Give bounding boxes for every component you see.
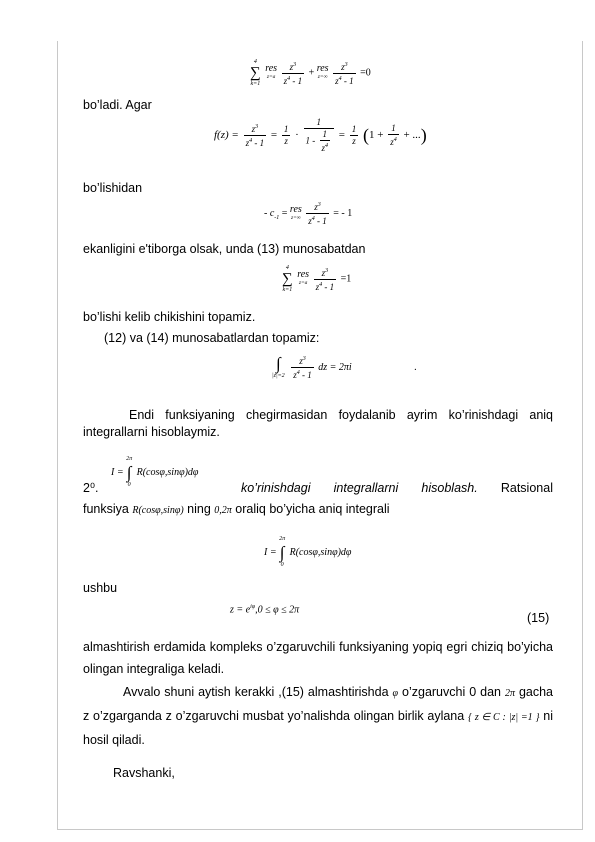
text-ravshanki: Ravshanki, bbox=[113, 766, 175, 780]
paragraph-avvalo: Avvalo shuni aytish kerakki ,(15) almashtirishda φ o’zgaruvchi 0 dan 2π gacha z o’zgarganda z o’zgaruvchi musbat yo’nalishda olingan birlik aylana { z ∈ C : |z| =1 } ni hosil qiladi. bbox=[83, 685, 553, 747]
item-2-number: 2⁰. bbox=[83, 481, 99, 495]
text-12-va-14: (12) va (14) munosabatlardan topamiz: bbox=[104, 331, 320, 345]
item-2-line2: funksiya R(cosφ,sinφ) ning 0,2π oraliq bo’yicha aniq integrali bbox=[83, 502, 390, 516]
equation-definite-integral: I = 2π ∫ 0 R(cosφ,sinφ)dφ bbox=[264, 536, 352, 568]
text-bolishi: bo’lishi kelib chikishini topamiz. bbox=[83, 310, 256, 324]
equation-f-expansion: f(z) = $\frac{z^3}{z^4 - 1}$ = $\frac{1}{z}$ · 1 1 - $\frac{1}{z^4}$ = $\frac{1}{z}$ (1 + $\frac{1}{z^4}$ + ...) bbox=[214, 117, 427, 153]
sum-symbol: 4 ∑ k=1 bbox=[250, 59, 261, 87]
equation-residue-sum: 4 ∑ k=1 res z=a $\frac{z^3}{z^4 - 1}$ + res z=∞ $\frac{z^3}{z^4 - 1}$ =0 bbox=[250, 59, 371, 87]
equation-definite-integral-inline: I = 2π ∫ 0 R(cosφ,sinφ)dφ bbox=[111, 456, 199, 488]
equation-substitution: $z = e^{i\varphi},0 \le \varphi \le 2\pi$ bbox=[230, 604, 300, 616]
equation-c-minus-one: - $c_{-1}$ = res z=∞ $\frac{z^3}{z^4 - 1}$ = - 1 bbox=[264, 202, 353, 226]
paragraph-almashtirish: almashtirish erdamida kompleks o’zgaruvchili funksiyaning yopiq egri chiziq bo’yicha olingan integraliga keladi. bbox=[83, 640, 553, 676]
item-2-heading: ko’rinishdagi integrallarni hisoblash. Ratsional bbox=[241, 481, 553, 495]
text-boladi: bo’ladi. Agar bbox=[83, 98, 152, 112]
equation-number-15: (15) bbox=[527, 611, 550, 625]
equation-contour-integral: ∫ |z|=2 $\frac{z^3}{z^4 - 1}$ dz = 2πi . bbox=[272, 353, 417, 380]
text-ekanligini: ekanligini e'tiborga olsak, unda (13) munosabatdan bbox=[83, 242, 366, 256]
equation-residue-sum-one: 4 ∑ k=1 res z=a $\frac{z^3}{z^4 - 1}$ =1 bbox=[282, 265, 352, 293]
text-ushbu: ushbu bbox=[83, 581, 118, 595]
paragraph-endi: Endi funksiyaning chegirmasidan foydalanib ayrim ko’rinishdagi aniq integrallarni hisoblaymiz. bbox=[83, 408, 553, 439]
text-bolishidan: bo’lishidan bbox=[83, 181, 143, 195]
